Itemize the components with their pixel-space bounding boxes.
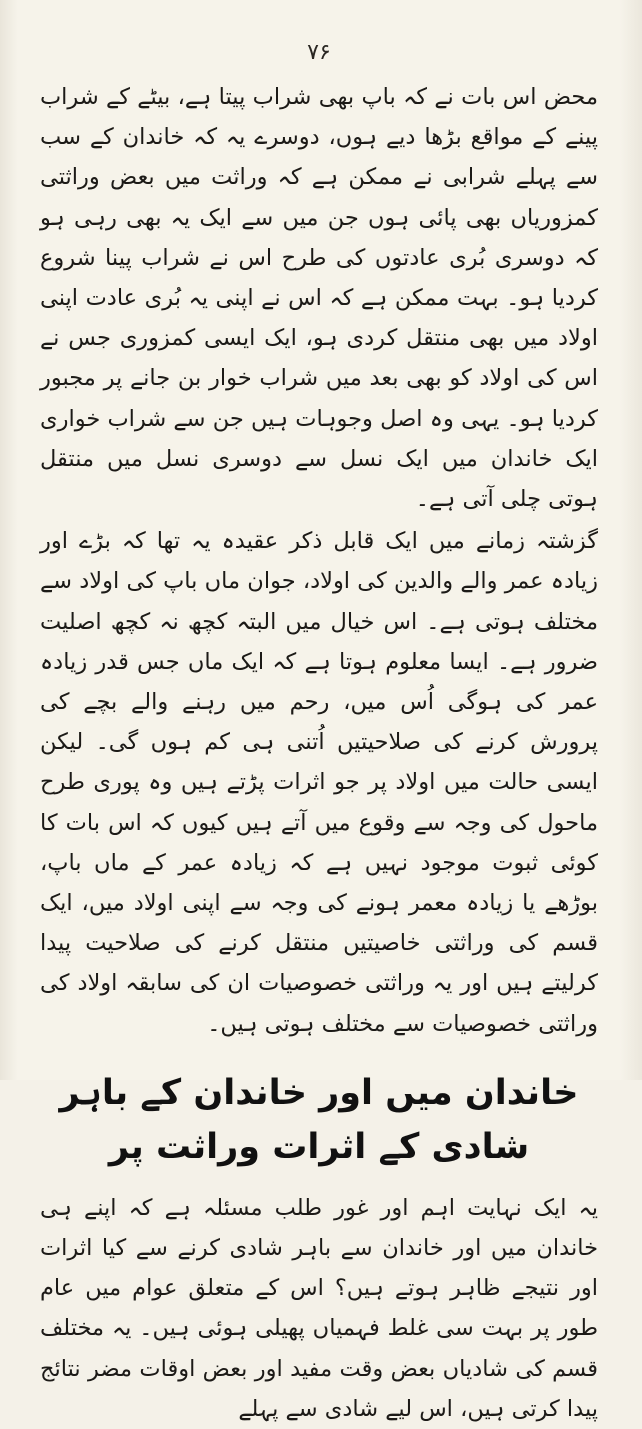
paragraph-1: محض اس بات نے کہ باپ بھی شراب پیتا ہے، بیٹے کے شراب پینے کے مواقع بڑھا دیے ہوں، دوسرے یہ کہ خاندان کے سب سے پہلے شرابی نے ممکن ہے کہ وراثت میں بعض وراثتی کمزوریاں بھی پائی ہوں جن میں سے ایک یہ بھی رہی ہو کہ دوسری بُری عادتوں کی طرح اس نے شراب پینا شروع کردیا ہو۔ بہت ممکن ہے کہ اس نے اپنی یہ بُری عادت اپنی اولاد میں بھی منتقل کردی ہو، ایک ایسی کمزوری جس نے اس کی اولاد کو بھی بعد میں شراب خوار بن جانے پر مجبور کردیا ہو۔ یہی وہ اصل وجوہات ہیں جن سے شراب خواری ایک خاندان میں ایک نسل سے دوسری نسل میں منتقل ہوتی چلی آتی ہے۔ — [40, 84, 598, 513]
section-heading: خاندان میں اور خاندان کے باہر شادی کے اثرات وراثت پر — [59, 1072, 579, 1167]
section-paragraph: یہ ایک نہایت اہم اور غور طلب مسئلہ ہے کہ اپنے ہی خاندان میں اور خاندان سے باہر شادی کرنے سے کیا اثرات اور نتیجے ظاہر ہوتے ہیں؟ اس کے متعلق عوام میں عام طور پر بہت سی غلط فہمیاں پھیلی ہوئی ہیں۔ یہ مختلف قسم کی شادیاں بعض وقت مفید اور بعض اوقات مضر نتائج پیدا کرتی ہیں، اس لیے شادی سے پہلے — [40, 1194, 598, 1422]
page-number: ۷۶ — [307, 40, 331, 65]
paragraph-2: گزشتہ زمانے میں ایک قابل ذکر عقیدہ یہ تھا کہ بڑے اور زیادہ عمر والے والدین کی اولاد، جوان ماں باپ کی اولاد سے مختلف ہوتی ہے۔ اس خیال میں البتہ کچھ نہ کچھ اصلیت ضرور ہے۔ ایسا معلوم ہوتا ہے کہ ایک ماں جس قدر زیادہ عمر کی ہوگی اُس میں، رحم میں رہنے والے بچے کی پرورش کرنے کی صلاحیتیں اُتنی ہی کم ہوں گی۔ لیکن ایسی حالت میں اولاد پر جو اثرات پڑتے ہیں وہ پوری طرح ماحول کی وجہ سے وقوع میں آتے ہیں کیوں کہ اس بات کا کوئی ثبوت موجود نہیں ہے کہ زیادہ عمر کے ماں باپ، بوڑھے یا زیادہ معمر ہونے کی وجہ سے اپنی اولاد میں، ایک قسم کی وراثتی خاصیتیں منتقل کرنے کی صلاحیت پیدا کرلیتے ہیں اور یہ وراثتی خصوصیات ان کی سابقہ اولاد کی وراثتی خصوصیات سے مختلف ہوتی ہیں۔ — [40, 528, 598, 1037]
